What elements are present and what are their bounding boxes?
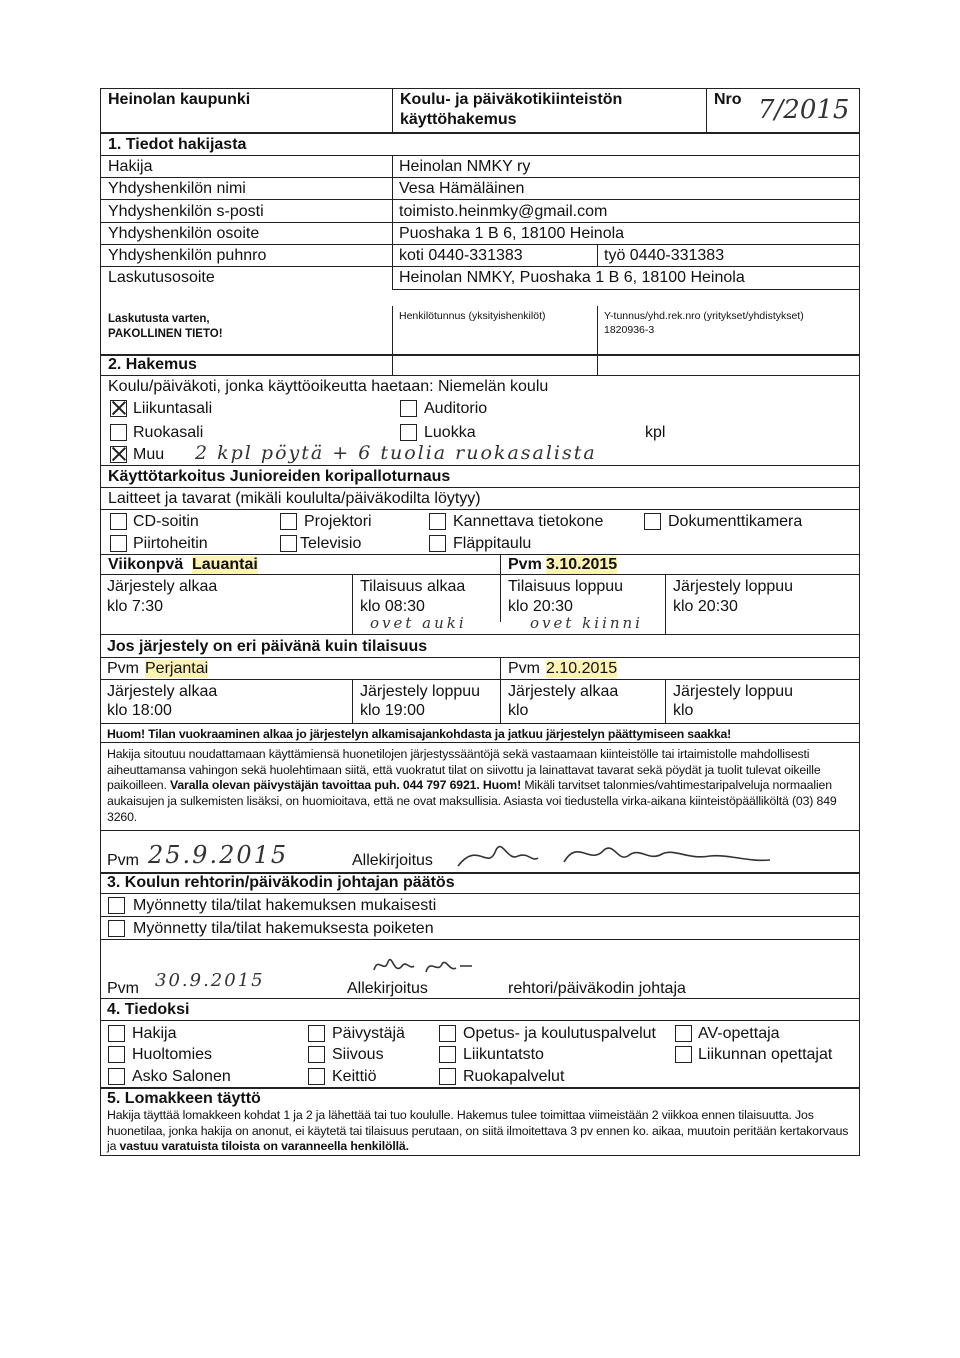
row-rule	[100, 244, 860, 245]
school-label[interactable]: Koulu/päiväkoti, jonka käyttöoikeutta haetaan: Niemelän koulu	[108, 378, 549, 395]
contact-phone-work[interactable]: työ 0440-331383	[604, 247, 725, 264]
billing-note-line1: Laskutusta varten,	[108, 313, 210, 325]
form-border-left	[100, 88, 101, 1156]
business-id-label: Y-tunnus/yhd.rek.nro (yritykset/yhdistykset)	[604, 310, 804, 322]
cc-ruokapalvelut-label: Ruokapalvelut	[463, 1068, 565, 1085]
row-rule	[100, 634, 860, 635]
checkbox-cc-paivystaja[interactable]	[308, 1025, 325, 1042]
form-title-line1: Koulu- ja päiväkotikiinteistön	[400, 91, 623, 108]
contact-address-value[interactable]: Puoshaka 1 B 6, 18100 Heinola	[399, 225, 625, 242]
contact-phone-label: Yhdyshenkilön puhnro	[108, 247, 267, 264]
equipment-projektori-label: Projektori	[304, 513, 372, 530]
other-day-date-label: Pvm	[508, 660, 540, 677]
checkbox-flappitaulu[interactable]	[429, 535, 446, 552]
row-rule	[100, 465, 860, 466]
checkbox-liikuntasali[interactable]	[110, 400, 127, 417]
checkbox-projektori[interactable]	[280, 513, 297, 530]
principal-role-label: rehtori/päiväkodin johtaja	[508, 980, 686, 997]
row-rule	[100, 574, 860, 575]
space-ruokasali-label: Ruokasali	[133, 424, 204, 441]
section5-rule	[100, 1087, 860, 1089]
applicant-signature-label: Allekirjoitus	[352, 852, 433, 869]
section5-title: 5. Lomakkeen täyttö	[107, 1090, 261, 1107]
principal-date-value[interactable]: 30.9.2015	[155, 970, 265, 991]
city-name: Heinolan kaupunki	[108, 91, 251, 108]
header-divider	[392, 88, 393, 132]
checkbox-kannettava[interactable]	[429, 513, 446, 530]
checkbox-cc-liikuntatsto[interactable]	[439, 1046, 456, 1063]
row-rule	[100, 375, 860, 376]
form-title-line2: käyttöhakemus	[400, 111, 517, 128]
setup-start-label: Järjestely alkaa	[107, 578, 218, 595]
event-end-label: Tilaisuus loppuu	[508, 578, 624, 595]
id-divider-left	[392, 306, 393, 376]
checkbox-cc-ruokapalvelut[interactable]	[439, 1068, 456, 1085]
checkbox-granted-as-applied[interactable]	[108, 897, 125, 914]
terms-part2: Mikäli tarvitset talonmies/vahtimestaripalveluja normaalien aukaisujen ja sulkemisten lisäksi, on huomioitava, että ne ovat maksullisia. Asiasta voi tiedustella virka-aikana kiinteistöpäälliköltä (03) 849 3260.	[107, 778, 837, 824]
other-times-divider-3	[665, 679, 666, 723]
setup-end-value[interactable]: klo 20:30	[673, 598, 738, 615]
applicant-date-value[interactable]: 25.9.2015	[148, 841, 289, 869]
section5-text-bold: vastuu varatuista tiloista on varanneella henkilöllä.	[119, 1139, 409, 1154]
checkbox-ruokasali[interactable]	[110, 424, 127, 441]
phone-divider	[597, 244, 598, 266]
applicant-label: Hakija	[108, 158, 153, 175]
section5-text-part1: Hakija täyttää lomakkeen kohdat 1 ja 2 ja lähettää tai tuo koululle. Hakemus tulee toimittaa viimeistään 2 viikkoa ennen tilaisuutta. Jos huonetilaa, jonka hakija on anonut, ei käytetä tai tilaisuus perutaan, on siitä ilmoitettava 3 pv ennen ko. aikaa, muutoin peritään kertakorvaus ja	[107, 1108, 849, 1154]
space-liikuntasali-label: Liikuntasali	[133, 400, 213, 417]
principal-signature-label: Allekirjoitus	[347, 980, 428, 997]
row-rule	[100, 199, 860, 200]
event-end-value[interactable]: klo 20:30	[508, 598, 573, 615]
other-setup-start-value[interactable]: klo 18:00	[107, 702, 172, 719]
granted-as-applied-label: Myönnetty tila/tilat hakemuksen mukaisesti	[133, 897, 437, 914]
cc-siivous-label: Siivous	[332, 1046, 384, 1063]
checkbox-cc-siivous[interactable]	[308, 1046, 325, 1063]
space-luokka-label: Luokka	[424, 424, 476, 441]
row-rule	[392, 289, 860, 290]
other-setup-start-label: Järjestely alkaa	[107, 683, 218, 700]
space-auditorio-label: Auditorio	[424, 400, 488, 417]
row-rule	[100, 939, 860, 940]
other-setup-start2-value[interactable]: klo	[508, 702, 529, 719]
equipment-label: Laitteet ja tavarat (mikäli koululta/päiväkodilta löytyy)	[108, 490, 481, 507]
rental-notice: Huom! Tilan vuokraaminen alkaa jo järjestelyn alkamisajankohdasta ja jatkuu järjestelyn päättymiseen saakka!	[107, 727, 732, 741]
checkbox-cd-soitin[interactable]	[110, 513, 127, 530]
header-divider-nro	[706, 88, 707, 132]
contact-email-label: Yhdyshenkilön s-posti	[108, 203, 264, 220]
granted-with-changes-label: Myönnetty tila/tilat hakemuksesta poiketen	[133, 920, 434, 937]
weekday-label: Viikonpvä	[108, 556, 184, 573]
setup-end-label: Järjestely loppuu	[673, 578, 794, 595]
other-date-divider	[500, 657, 501, 723]
nro-label: Nro	[714, 91, 742, 108]
business-id-value[interactable]: 1820936-3	[604, 324, 655, 336]
section1-title: 1. Tiedot hakijasta	[108, 136, 247, 153]
row-rule	[100, 509, 860, 510]
section2-rule	[100, 354, 860, 356]
checkbox-dokumenttikamera[interactable]	[644, 513, 661, 530]
cc-av-opettaja-label: AV-opettaja	[698, 1025, 780, 1042]
weekday-value[interactable]: Lauantai	[192, 556, 258, 573]
form-border-top	[100, 88, 860, 89]
other-setup-end-value[interactable]: klo 19:00	[360, 702, 425, 719]
row-rule	[100, 679, 860, 680]
checkbox-cc-asko-salonen[interactable]	[108, 1068, 125, 1085]
other-day-title: Jos järjestely on eri päivänä kuin tilaisuus	[107, 638, 428, 655]
form-border-right	[859, 88, 860, 1156]
setup-start-value[interactable]: klo 7:30	[107, 598, 164, 615]
purpose-text[interactable]: Käyttötarkoitus Junioreiden koripalloturnaus	[108, 468, 451, 485]
cc-huoltomies-label: Huoltomies	[132, 1046, 213, 1063]
contact-name-value[interactable]: Vesa Hämäläinen	[399, 180, 525, 197]
row-rule	[100, 723, 860, 724]
contact-phone-home[interactable]: koti 0440-331383	[399, 247, 523, 264]
billing-note-line2: PAKOLLINEN TIETO!	[108, 328, 223, 340]
cc-opetuspalvelut-label: Opetus- ja koulutuspalvelut	[463, 1025, 656, 1042]
row-rule	[100, 222, 860, 223]
muu-handwritten-text[interactable]: 2 kpl pöytä + 6 tuolia ruokasalista	[195, 442, 597, 464]
other-day-weekday-value[interactable]: Perjantai	[145, 660, 209, 677]
billing-address-value[interactable]: Heinolan NMKY, Puoshaka 1 B 6, 18100 Heinola	[399, 269, 745, 286]
equipment-kannettava-label: Kannettava tietokone	[453, 513, 604, 530]
checkbox-luokka[interactable]	[400, 424, 417, 441]
cc-paivystaja-label: Päivystäjä	[332, 1025, 405, 1042]
times-divider-1	[352, 574, 353, 634]
row-rule	[100, 177, 860, 178]
checkbox-cc-av-opettaja[interactable]	[675, 1025, 692, 1042]
times-divider-3	[665, 574, 666, 634]
contact-address-label: Yhdyshenkilön osoite	[108, 225, 260, 242]
row-rule	[100, 916, 860, 917]
checkbox-cc-keittio[interactable]	[308, 1068, 325, 1085]
other-setup-end2-value[interactable]: klo	[673, 702, 694, 719]
date-label: Pvm	[508, 556, 542, 573]
door-note-close[interactable]: ovet kiinni	[530, 614, 643, 632]
equipment-cd-label: CD-soitin	[133, 513, 199, 530]
date-value[interactable]: 3.10.2015	[546, 556, 618, 573]
row-rule	[100, 998, 860, 999]
row-rule	[100, 155, 860, 156]
section3-title: 3. Koulun rehtorin/päiväkodin johtajan päätös	[107, 874, 455, 891]
section4-title: 4. Tiedoksi	[107, 1001, 190, 1018]
cc-asko-salonen-label: Asko Salonen	[132, 1068, 231, 1085]
row-rule	[100, 1020, 860, 1021]
header-rule	[100, 132, 860, 134]
checkbox-auditorio[interactable]	[400, 400, 417, 417]
date-divider	[500, 554, 501, 622]
id-divider-mid	[597, 306, 598, 376]
other-setup-start2-label: Järjestely alkaa	[508, 683, 619, 700]
checkbox-muu[interactable]	[110, 446, 127, 463]
row-rule	[100, 487, 860, 488]
form-border-bottom	[100, 1155, 860, 1156]
door-note-open[interactable]: ovet auki	[370, 614, 467, 632]
applicant-value[interactable]: Heinolan NMKY ry	[399, 158, 531, 175]
equipment-televisio-label: Televisio	[300, 535, 362, 552]
principal-date-label: Pvm	[107, 980, 139, 997]
terms-text	[107, 747, 843, 826]
terms-part1: Hakija sitoutuu noudattamaan käyttämiensä huonetilojen järjestyssääntöjä sekä vastaamaan kiinteistölle tai irtaimistolle mahdollisesti aiheuttamansa vahingon sekä huolehtimaan siitä, että vuokratut tilat on siivottu ja lainattavat tavarat sekä pöydät ja tuolit tulevat oikeille paikoilleen.	[107, 747, 821, 793]
row-rule	[100, 893, 860, 894]
row-rule	[100, 554, 860, 555]
row-rule	[100, 266, 860, 267]
section5-text	[107, 1108, 849, 1155]
cc-liikuntatsto-label: Liikuntatsto	[463, 1046, 544, 1063]
terms-duty-phone: Varalla olevan päivystäjän tavoittaa puh. 044 797 6921. Huom!	[170, 778, 522, 793]
other-day-date-value[interactable]: 2.10.2015	[546, 660, 618, 677]
other-setup-end-label: Järjestely loppuu	[360, 683, 481, 700]
event-start-label: Tilaisuus alkaa	[360, 578, 466, 595]
checkbox-cc-hakija[interactable]	[108, 1025, 125, 1042]
checkbox-piirtoheitin[interactable]	[110, 535, 127, 552]
space-muu-label: Muu	[133, 446, 165, 463]
checkbox-granted-with-changes[interactable]	[108, 920, 125, 937]
row-rule	[100, 657, 860, 658]
row-rule	[100, 830, 860, 831]
other-times-divider-1	[352, 679, 353, 723]
applicant-date-label: Pvm	[107, 852, 139, 869]
equipment-dokumenttikamera-label: Dokumenttikamera	[668, 513, 803, 530]
principal-signature[interactable]	[368, 948, 478, 982]
kpl-label: kpl	[645, 424, 666, 441]
checkbox-cc-huoltomies[interactable]	[108, 1046, 125, 1063]
checkbox-cc-opetuspalvelut[interactable]	[439, 1025, 456, 1042]
cc-keittio-label: Keittiö	[332, 1068, 377, 1085]
contact-name-label: Yhdyshenkilön nimi	[108, 180, 246, 197]
other-day-weekday-label: Pvm	[107, 660, 139, 677]
row-rule	[100, 742, 860, 743]
section2-title: 2. Hakemus	[108, 356, 197, 373]
personal-id-label: Henkilötunnus (yksityishenkilöt)	[399, 310, 546, 322]
contact-email-value[interactable]: toimisto.heinmky@gmail.com	[399, 203, 608, 220]
other-setup-end2-label: Järjestely loppuu	[673, 683, 794, 700]
checkbox-cc-liikunnan-opettajat[interactable]	[675, 1046, 692, 1063]
nro-value: 7/2015	[758, 95, 850, 125]
event-start-value[interactable]: klo 08:30	[360, 598, 425, 615]
equipment-flappitaulu-label: Fläppitaulu	[453, 535, 532, 552]
cc-hakija-label: Hakija	[132, 1025, 177, 1042]
checkbox-televisio[interactable]	[280, 535, 297, 552]
billing-address-label: Laskutusosoite	[108, 269, 215, 286]
equipment-piirtoheitin-label: Piirtoheitin	[133, 535, 208, 552]
applicant-signature[interactable]	[448, 832, 778, 876]
cc-liikunnan-opettajat-label: Liikunnan opettajat	[698, 1046, 833, 1063]
